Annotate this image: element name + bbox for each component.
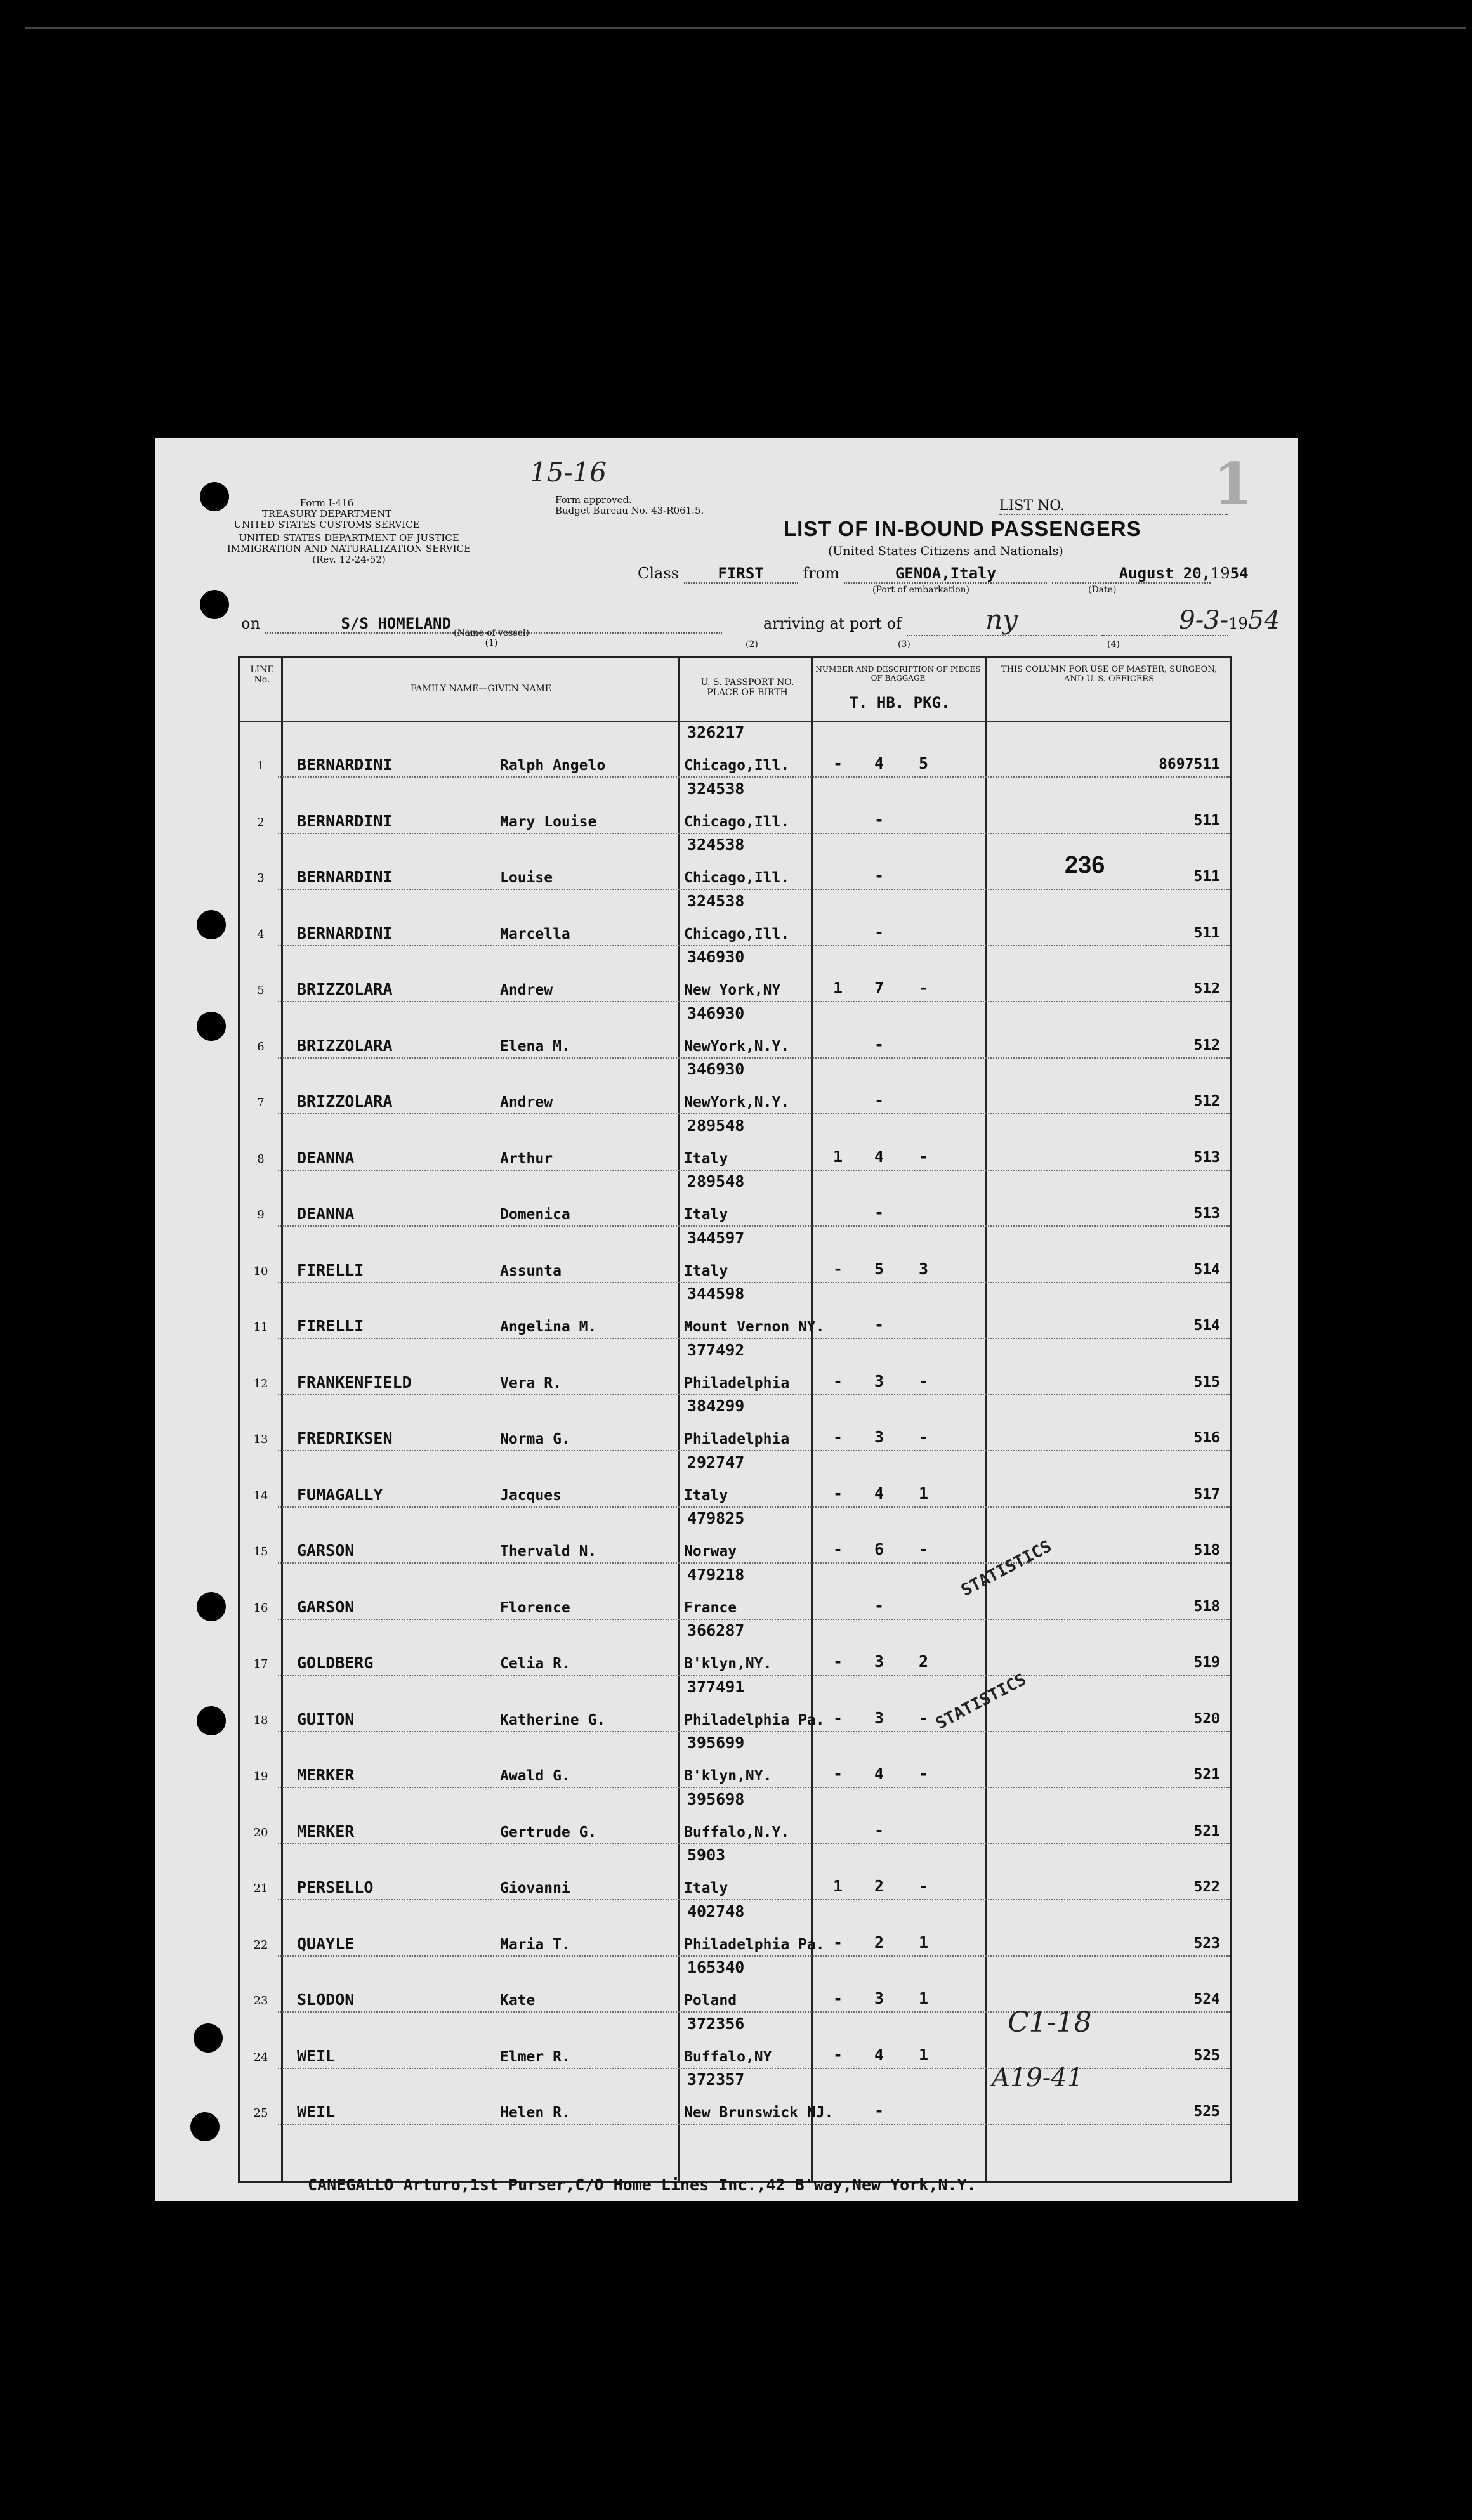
- from-label: from: [803, 565, 839, 582]
- family-name: MERKER: [297, 1766, 355, 1784]
- place-of-birth: Italy: [684, 1262, 728, 1279]
- baggage-hb: 3: [874, 1371, 884, 1390]
- family-name: BERNARDINI: [297, 811, 393, 830]
- place-of-birth: Italy: [684, 1487, 728, 1504]
- form-number: Form I-416: [299, 497, 354, 509]
- place-of-birth: Chicago,Ill.: [684, 757, 790, 774]
- line-number: 18: [253, 1713, 268, 1727]
- officer-number: 514: [1193, 1261, 1220, 1278]
- officer-number: 511: [1193, 868, 1220, 885]
- place-of-birth: NewYork,N.Y.: [684, 1094, 790, 1111]
- baggage-hb: -: [874, 1035, 884, 1054]
- on-label: on: [241, 615, 260, 632]
- officer-number: 512: [1193, 981, 1220, 997]
- officer-number: 521: [1193, 1766, 1220, 1783]
- baggage-hb: -: [874, 1596, 884, 1615]
- table-row: [240, 1059, 1230, 1114]
- officer-number: 525: [1193, 2047, 1220, 2064]
- baggage-hb: -: [874, 1091, 884, 1109]
- table-row: [240, 1901, 1230, 1957]
- baggage-t: -: [833, 2045, 843, 2064]
- family-name: FRANKENFIELD: [297, 1373, 412, 1392]
- baggage-hb: 5: [874, 1259, 884, 1278]
- vessel-line: [241, 604, 1280, 636]
- baggage-hb: -: [874, 2101, 884, 2120]
- punch-hole: [200, 590, 229, 619]
- year-prefix: 19: [1211, 565, 1230, 582]
- passport-number: 324538: [687, 779, 745, 798]
- given-name: Vera R.: [500, 1374, 562, 1392]
- passport-number: 324538: [687, 835, 745, 854]
- baggage-hb: 7: [874, 979, 884, 997]
- justice-dept: UNITED STATES DEPARTMENT OF JUSTICE: [239, 532, 459, 544]
- line-number: 23: [253, 1994, 268, 2008]
- arrival-date: 9-3-: [1101, 606, 1228, 636]
- punch-hole: [197, 1592, 226, 1621]
- family-name: BERNARDINI: [297, 868, 393, 886]
- baggage-pkg: 5: [919, 754, 929, 773]
- table-row: [240, 1340, 1230, 1395]
- place-of-birth: Chicago,Ill.: [684, 870, 790, 886]
- date-caption: (Date): [1088, 585, 1117, 595]
- baggage-pkg: 2: [919, 1652, 929, 1671]
- arriving-value: ny: [907, 604, 1097, 636]
- table-row: [240, 1171, 1230, 1227]
- family-name: FIRELLI: [297, 1317, 364, 1335]
- family-name: BRIZZOLARA: [297, 980, 393, 998]
- baggage-t: -: [833, 1933, 843, 1952]
- punch-hole: [190, 2112, 220, 2141]
- line-number: 6: [257, 1040, 265, 1054]
- table-row: [240, 946, 1230, 1002]
- passport-number: 292747: [687, 1453, 745, 1472]
- place-of-birth: New Brunswick NJ.: [684, 2105, 834, 2121]
- table-row: [240, 1564, 1230, 1620]
- officer-number: 511: [1193, 924, 1220, 941]
- place-of-birth: Chicago,Ill.: [684, 813, 790, 830]
- passport-number: 346930: [687, 1003, 745, 1022]
- passport-number: 165340: [687, 1958, 745, 1976]
- table-row: [240, 1508, 1230, 1564]
- arrival-year: 54: [1247, 606, 1280, 635]
- line-number: 20: [253, 1825, 268, 1839]
- passport-number: 366287: [687, 1621, 745, 1640]
- vessel-value: S/S HOMELAND: [265, 615, 722, 634]
- given-name: Assunta: [500, 1262, 562, 1279]
- revision: (Rev. 12-24-52): [312, 554, 386, 565]
- date-value: August 20,: [1052, 565, 1211, 584]
- passport-number: 402748: [687, 1902, 745, 1921]
- table-row: [240, 1676, 1230, 1732]
- given-name: Thervald N.: [500, 1543, 597, 1560]
- baggage-t: -: [833, 1708, 843, 1727]
- passport-number: 326217: [687, 723, 745, 741]
- table-row: [240, 891, 1230, 946]
- place-of-birth: NewYork,N.Y.: [684, 1038, 790, 1055]
- passport-number: 384299: [687, 1397, 745, 1415]
- line-number: 3: [257, 872, 265, 885]
- caption-2: (2): [746, 639, 758, 650]
- given-name: Kate: [500, 1992, 536, 2009]
- family-name: GUITON: [297, 1709, 355, 1728]
- baggage-pkg: -: [919, 979, 929, 997]
- page-title: LIST OF IN-BOUND PASSENGERS: [784, 517, 1141, 540]
- passport-number: 289548: [687, 1116, 745, 1135]
- punch-hole: [197, 1012, 226, 1041]
- given-name: Andrew: [500, 1094, 553, 1111]
- port-embark-caption: (Port of embarkation): [872, 585, 969, 595]
- baggage-hb: -: [874, 1820, 884, 1839]
- officer-number: 522: [1193, 1879, 1220, 1895]
- baggage-hb: 3: [874, 1652, 884, 1671]
- baggage-pkg: 3: [919, 1259, 929, 1278]
- line-number: 15: [253, 1545, 268, 1558]
- place-of-birth: Philadelphia Pa.: [684, 1711, 825, 1728]
- caption-3: (3): [898, 639, 910, 650]
- table-row: [240, 778, 1230, 834]
- passport-number: 324538: [687, 891, 745, 910]
- officer-number: 518: [1193, 1598, 1220, 1615]
- officer-number: 513: [1193, 1205, 1220, 1222]
- family-name: FIRELLI: [297, 1260, 364, 1279]
- baggage-hb: 4: [874, 754, 884, 773]
- baggage-hb: -: [874, 810, 884, 829]
- punch-hole: [197, 910, 226, 939]
- table-row: [240, 1395, 1230, 1451]
- family-name: FUMAGALLY: [297, 1485, 383, 1504]
- place-of-birth: B'klyn,NY.: [684, 1655, 772, 1672]
- given-name: Ralph Angelo: [500, 757, 606, 774]
- place-of-birth: Buffalo,NY: [684, 2048, 772, 2065]
- form-approved-block: [555, 495, 704, 516]
- given-name: Helen R.: [500, 2105, 570, 2121]
- officer-number: 515: [1193, 1373, 1220, 1390]
- table-row: [240, 1957, 1230, 2013]
- table-row: [240, 1003, 1230, 1059]
- baggage-hb: -: [874, 922, 884, 941]
- passport-number: 479825: [687, 1509, 745, 1527]
- officer-number: 8697511: [1159, 756, 1220, 773]
- officer-number: 512: [1193, 1036, 1220, 1054]
- ins-service: IMMIGRATION AND NATURALIZATION SERVICE: [227, 543, 471, 554]
- punch-hole: [197, 1706, 226, 1735]
- form-block-treasury: [213, 498, 441, 530]
- baggage-hb: -: [874, 866, 884, 885]
- place-of-birth: Norway: [684, 1543, 737, 1560]
- line-number: 21: [253, 1882, 268, 1895]
- place-of-birth: Italy: [684, 1150, 728, 1167]
- col-baggage: NUMBER AND DESCRIPTION OF PIECES OF BAGGAGE: [815, 665, 981, 682]
- family-name: PERSELLO: [297, 1878, 374, 1897]
- given-name: Giovanni: [500, 1880, 570, 1897]
- place-of-birth: Chicago,Ill.: [684, 925, 790, 943]
- officer-number: 516: [1193, 1430, 1220, 1446]
- given-name: Maria T.: [500, 1936, 570, 1953]
- line-number: 4: [257, 927, 265, 941]
- baggage-hb: 3: [874, 1708, 884, 1727]
- statistics-stamp: STATISTICS: [958, 1537, 1055, 1600]
- baggage-t: 1: [833, 979, 843, 997]
- passport-number: 5903: [687, 1846, 726, 1864]
- passport-number: 346930: [687, 1060, 745, 1078]
- officer-number: 512: [1193, 1093, 1220, 1109]
- col-baggage-sub: T. HB. PKG.: [849, 694, 950, 712]
- passport-number: 395698: [687, 1789, 745, 1808]
- table-row: [240, 1227, 1230, 1283]
- given-name: Andrew: [500, 982, 553, 998]
- budget-bureau: Budget Bureau No. 43-R061.5.: [555, 505, 704, 516]
- pencil-note: 15-16: [530, 457, 607, 488]
- officer-number: 525: [1193, 2103, 1220, 2120]
- baggage-hb: -: [874, 1203, 884, 1222]
- form-approved: Form approved.: [555, 494, 632, 506]
- treasury-dept: TREASURY DEPARTMENT: [261, 508, 392, 519]
- baggage-pkg: 1: [919, 1989, 929, 2008]
- passenger-table: [238, 656, 1232, 2183]
- family-name: MERKER: [297, 1822, 355, 1841]
- class-line: [638, 565, 1249, 584]
- passport-number: 377491: [687, 1677, 745, 1696]
- year-value: 54: [1230, 565, 1249, 582]
- baggage-t: -: [833, 1428, 843, 1446]
- given-name: Marcella: [500, 925, 570, 943]
- from-value: GENOA,Italy: [844, 565, 1047, 584]
- officer-number: 517: [1193, 1485, 1220, 1503]
- line-number: 17: [253, 1657, 268, 1671]
- col-passport: U. S. PASSPORT NO. PLACE OF BIRTH: [700, 677, 794, 698]
- arrival-year-prefix: 19: [1228, 615, 1248, 632]
- class-value: FIRST: [684, 565, 798, 584]
- passport-number: 289548: [687, 1172, 745, 1191]
- officer-number: 524: [1193, 1991, 1220, 2008]
- baggage-hb: 4: [874, 1765, 884, 1783]
- table-row: [240, 1115, 1230, 1171]
- passport-number: 377492: [687, 1340, 745, 1359]
- given-name: Domenica: [500, 1206, 570, 1223]
- passport-number: 372356: [687, 2014, 745, 2033]
- arriving-label: arriving at port of: [763, 615, 902, 632]
- passport-number: 372357: [687, 2070, 745, 2089]
- baggage-pkg: 1: [919, 1933, 929, 1952]
- given-name: Louise: [500, 870, 553, 886]
- given-name: Jacques: [500, 1487, 562, 1504]
- col-name: FAMILY NAME—GIVEN NAME: [410, 684, 552, 694]
- line-number: 13: [253, 1433, 268, 1446]
- officer-number: 513: [1193, 1149, 1220, 1166]
- line-number: 16: [253, 1601, 268, 1615]
- officer-number: 523: [1193, 1935, 1220, 1952]
- family-name: FREDRIKSEN: [297, 1429, 393, 1447]
- line-number: 5: [257, 984, 265, 997]
- passport-number: 344597: [687, 1228, 745, 1247]
- baggage-pkg: -: [919, 1147, 929, 1166]
- baggage-t: 1: [833, 1147, 843, 1166]
- baggage-t: -: [833, 1765, 843, 1783]
- given-name: Katherine G.: [500, 1711, 606, 1728]
- line-number: 2: [257, 815, 265, 829]
- class-label: Class: [638, 565, 679, 582]
- list-no: LIST NO.: [999, 498, 1228, 515]
- customs-service: UNITED STATES CUSTOMS SERVICE: [233, 519, 420, 530]
- vessel-caption: (Name of vessel) (1): [454, 628, 529, 648]
- baggage-t: -: [833, 1989, 843, 2008]
- line-number: 12: [253, 1376, 268, 1390]
- place-of-birth: Italy: [684, 1206, 728, 1223]
- punch-hole: [194, 2023, 223, 2053]
- passport-number: 479218: [687, 1565, 745, 1584]
- baggage-hb: 4: [874, 1484, 884, 1503]
- given-name: Awald G.: [500, 1768, 570, 1784]
- passport-number: 344598: [687, 1284, 745, 1303]
- given-name: Elena M.: [500, 1038, 570, 1055]
- family-name: WEIL: [297, 2046, 336, 2065]
- place-of-birth: Poland: [684, 1992, 737, 2009]
- baggage-hb: 6: [874, 1540, 884, 1558]
- given-name: Arthur: [500, 1150, 553, 1167]
- baggage-pkg: 1: [919, 2045, 929, 2064]
- col-officers: THIS COLUMN FOR USE OF MASTER, SURGEON, AND U. S. OFFICERS: [1001, 665, 1218, 684]
- baggage-pkg: -: [919, 1877, 929, 1895]
- table-row: [240, 1620, 1230, 1676]
- officer-number: 520: [1193, 1710, 1220, 1727]
- place-of-birth: Philadelphia Pa.: [684, 1936, 825, 1953]
- table-row: [240, 1844, 1230, 1900]
- line-number: 25: [253, 2106, 268, 2120]
- officer-number: 518: [1193, 1542, 1220, 1558]
- line-number: 14: [253, 1489, 268, 1503]
- place-of-birth: Mount Vernon NY.: [684, 1319, 825, 1335]
- handwritten-a19: A19-41: [992, 2063, 1084, 2092]
- baggage-t: -: [833, 1259, 843, 1278]
- place-of-birth: Buffalo,N.Y.: [684, 1824, 790, 1841]
- family-name: QUAYLE: [297, 1934, 355, 1953]
- table-row: [240, 1283, 1230, 1339]
- family-name: GARSON: [297, 1541, 355, 1560]
- place-of-birth: Philadelphia: [684, 1431, 790, 1447]
- baggage-t: -: [833, 1540, 843, 1558]
- baggage-pkg: 1: [919, 1484, 929, 1503]
- line-number: 7: [257, 1096, 265, 1109]
- passport-number: 395699: [687, 1733, 745, 1752]
- table-row: [240, 1789, 1230, 1844]
- page-subtitle: (United States Citizens and Nationals): [828, 544, 1063, 558]
- line-number: 8: [257, 1152, 265, 1166]
- baggage-hb: 4: [874, 1147, 884, 1166]
- family-name: WEIL: [297, 2103, 336, 2121]
- officer-number: 514: [1193, 1317, 1220, 1334]
- caption-4: (4): [1107, 639, 1120, 650]
- statistics-stamp: STATISTICS: [933, 1670, 1030, 1733]
- box-236: 236: [1065, 852, 1105, 878]
- form-block-justice: [213, 533, 485, 565]
- line-number: 9: [257, 1208, 265, 1222]
- place-of-birth: France: [684, 1599, 737, 1616]
- baggage-pkg: -: [919, 1540, 929, 1558]
- given-name: Gertrude G.: [500, 1824, 597, 1841]
- family-name: DEANNA: [297, 1148, 355, 1167]
- family-name: BERNARDINI: [297, 924, 393, 943]
- baggage-hb: 3: [874, 1989, 884, 2008]
- baggage-hb: 2: [874, 1877, 884, 1895]
- handwritten-c1: C1-18: [1008, 2006, 1092, 2039]
- given-name: Angelina M.: [500, 1319, 597, 1335]
- line-number: 11: [253, 1321, 268, 1334]
- table-row: [240, 1452, 1230, 1508]
- corner-number: 1: [1213, 450, 1253, 518]
- passport-number: 346930: [687, 948, 745, 966]
- baggage-t: -: [833, 1484, 843, 1503]
- place-of-birth: Philadelphia: [684, 1374, 790, 1392]
- given-name: Florence: [500, 1599, 570, 1616]
- col-line-no: LINE No.: [250, 665, 274, 685]
- baggage-pkg: -: [919, 1708, 929, 1727]
- baggage-hb: -: [874, 1315, 884, 1334]
- officer-number: 521: [1193, 1822, 1220, 1839]
- place-of-birth: Italy: [684, 1880, 728, 1897]
- line-number: 22: [253, 1938, 268, 1952]
- baggage-hb: 3: [874, 1428, 884, 1446]
- given-name: Celia R.: [500, 1655, 570, 1672]
- officer-number: 511: [1193, 812, 1220, 829]
- officer-number: 519: [1193, 1654, 1220, 1671]
- baggage-pkg: -: [919, 1428, 929, 1446]
- line-number: 19: [253, 1770, 268, 1783]
- family-name: DEANNA: [297, 1205, 355, 1223]
- line-number: 1: [257, 759, 265, 773]
- baggage-t: 1: [833, 1877, 843, 1895]
- baggage-hb: 4: [874, 2045, 884, 2064]
- table-row: [240, 1732, 1230, 1788]
- place-of-birth: New York,NY: [684, 982, 781, 998]
- line-number: 10: [253, 1264, 268, 1278]
- baggage-hb: 2: [874, 1933, 884, 1952]
- family-name: SLODON: [297, 1990, 355, 2009]
- baggage-t: -: [833, 1371, 843, 1390]
- line-number: 24: [253, 2050, 268, 2064]
- given-name: Mary Louise: [500, 813, 597, 830]
- family-name: GARSON: [297, 1597, 355, 1616]
- baggage-t: -: [833, 1652, 843, 1671]
- manifest-page: [155, 438, 1298, 2201]
- baggage-pkg: -: [919, 1371, 929, 1390]
- baggage-pkg: -: [919, 1765, 929, 1783]
- given-name: Elmer R.: [500, 2048, 570, 2065]
- table-row: [240, 722, 1230, 778]
- baggage-t: -: [833, 754, 843, 773]
- scan-top-line: [25, 27, 1466, 29]
- purser-footer: CANEGALLO Arturo,1st Purser,C/O Home Lines Inc.,42 B'way,New York,N.Y.: [308, 2176, 976, 2194]
- family-name: BRIZZOLARA: [297, 1036, 393, 1055]
- given-name: Norma G.: [500, 1431, 570, 1447]
- place-of-birth: B'klyn,NY.: [684, 1768, 772, 1784]
- family-name: BRIZZOLARA: [297, 1092, 393, 1111]
- family-name: GOLDBERG: [297, 1654, 374, 1672]
- family-name: BERNARDINI: [297, 755, 393, 774]
